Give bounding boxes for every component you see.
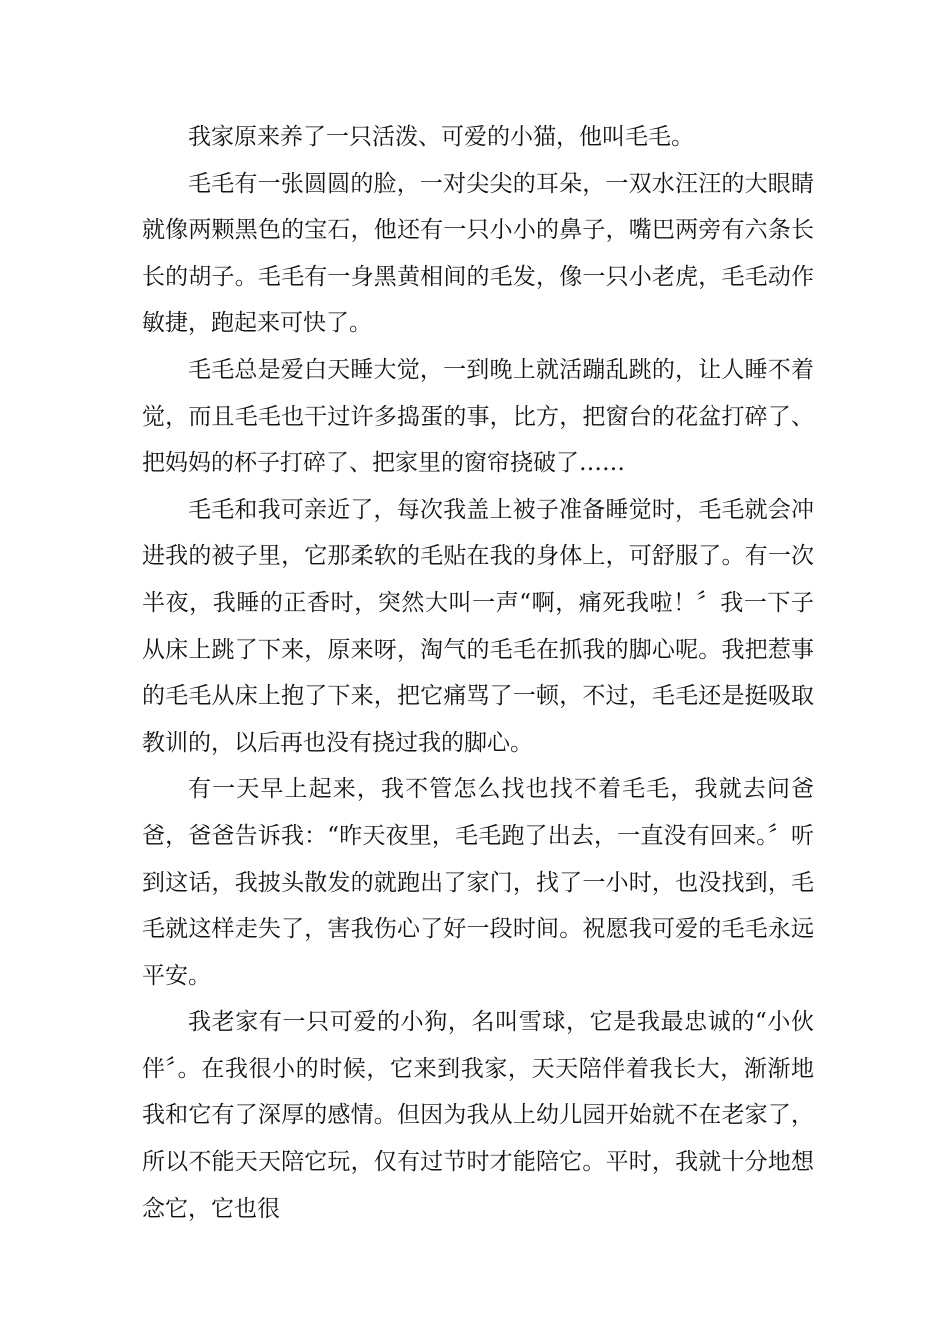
paragraph-closeness: 毛毛和我可亲近了，每次我盖上被子准备睡觉时，毛毛就会冲进我的被子里，它那柔软的毛贴在我的身体上，可舒服了。有一次半夜，我睡的正香时，突然大叫一声“啊，痛死我啦！〞我一下子从床上跳了下来，原来呀，淘气的毛毛在抓我的脚心呢。我把惹事的毛毛从床上抱了下来，把它痛骂了一顿，不过，毛毛还是挺吸取教训的，以后再也没有挠过我的脚心。	[142, 496, 814, 756]
paragraph-intro: 我家原来养了一只活泼、可爱的小猫，他叫毛毛。	[188, 124, 694, 150]
paragraph-mischief: 毛毛总是爱白天睡大觉，一到晚上就活蹦乱跳的，让人睡不着觉，而且毛毛也干过许多捣蛋的事，比方，把窗台的花盆打碎了、把妈妈的杯子打碎了、把家里的窗帘挠破了……	[142, 356, 814, 477]
paragraph-dog: 我老家有一只可爱的小狗，名叫雪球，它是我最忠诚的“小伙伴〞。在我很小的时候，它来到我家，天天陪伴着我长大，渐渐地我和它有了深厚的感情。但因为我从上幼儿园开始就不在老家了，所以不能天天陪它玩，仅有过节时才能陪它。平时，我就十分地想念它，它也很	[142, 1009, 814, 1222]
document-body	[142, 114, 814, 1232]
paragraph-appearance: 毛毛有一张圆圆的脸，一对尖尖的耳朵，一双水汪汪的大眼睛就像两颗黑色的宝石，他还有一只小小的鼻子，嘴巴两旁有六条长长的胡子。毛毛有一身黑黄相间的毛发，像一只小老虎，毛毛动作敏捷，跑起来可快了。	[142, 170, 814, 337]
paragraph-lost: 有一天早上起来，我不管怎么找也找不着毛毛，我就去问爸爸，爸爸告诉我：“昨天夜里，毛毛跑了出去，一直没有回来。〞听到这话，我披头散发的就跑出了家门，找了一小时，也没找到，毛毛就这样走失了，害我伤心了好一段时间。祝愿我可爱的毛毛永远平安。	[142, 776, 814, 989]
